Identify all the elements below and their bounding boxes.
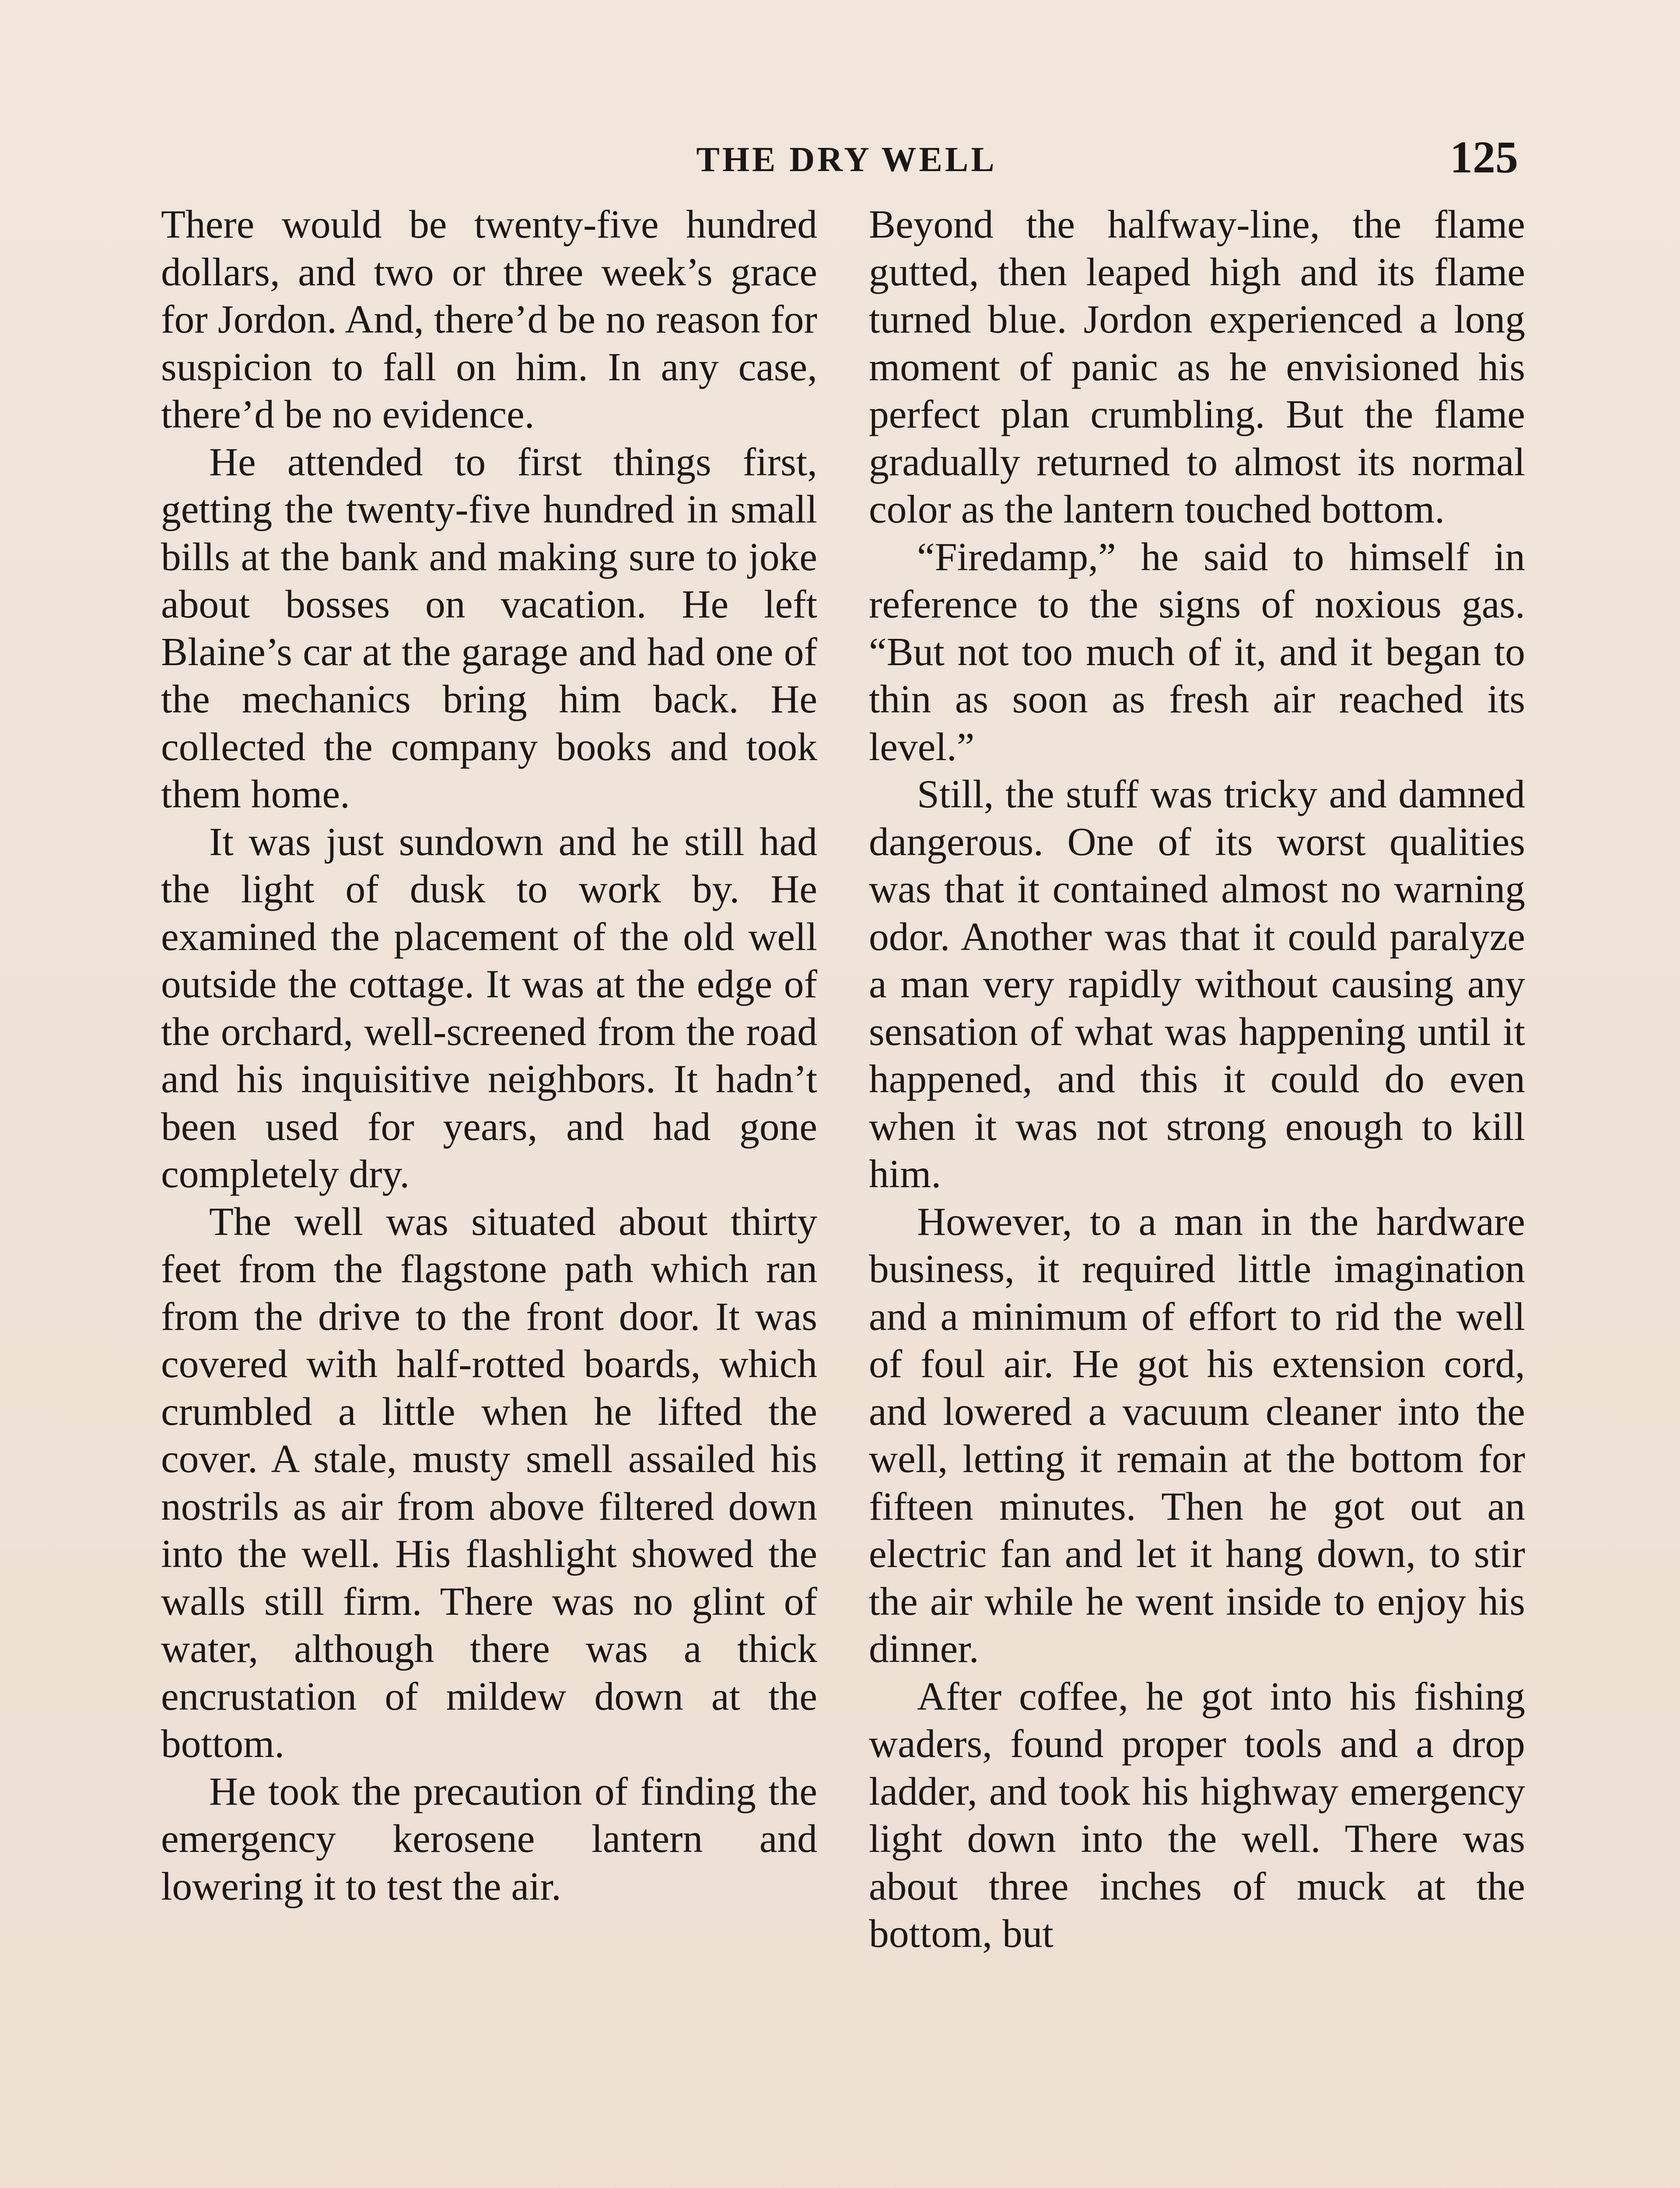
page-number: 125: [1450, 132, 1518, 182]
paragraph: It was just sundown and he still had the light of dusk to work by. He examined the placement of the old well outside the cottage. It was at the edge of the orchard, well-screened from the road and his inquisitive neighbors. It hadn’t been used for years, and had gone completely dry.: [161, 819, 817, 1196]
left-column: [161, 200, 817, 1910]
paragraph: He took the precaution of finding the emergency kerosene lantern and lowering it to test the air.: [161, 1768, 817, 1908]
paragraph: “Firedamp,” he said to himself in reference to the signs of noxious gas. “But not too much of it, and it began to thin as soon as fresh air reached its level.”: [869, 534, 1525, 769]
paragraph: There would be twenty-five hundred dollars, and two or three week’s grace for Jordon. And, there’d be no reason for suspicion to fall on him. In any case, there’d be no evidence.: [161, 202, 817, 436]
paragraph: He attended to first things first, getting the twenty-five hundred in small bills at the bank and making sure to joke about bosses on vacation. He left Blaine’s car at the garage and had one of the mechanics bring him back. He collected the company books and took them home.: [161, 439, 817, 816]
paragraph: Beyond the halfway-line, the flame gutted, then leaped high and its flame turned blue. Jordon experienced a long moment of panic as he envisioned his perfect plan crumbling. But the flame gradually returned to almost its normal color as the lantern touched bottom.: [869, 202, 1525, 531]
paragraph: After coffee, he got into his fishing waders, found proper tools and a drop ladder, and took his highway emergency light down into the well. There was about three inches of muck at the bottom, but: [869, 1673, 1525, 1956]
right-column: [869, 200, 1525, 1957]
page-header: [158, 131, 1536, 184]
running-title: THE DRY WELL: [696, 140, 997, 179]
paragraph: However, to a man in the hardware business, it required little imagination and a minimum of effort to rid the well of foul air. He got his extension cord, and lowered a vacuum cleaner into the well, letting it remain at the bottom for fifteen minutes. Then he got out an electric fan and let it hang down, to stir the air while he went inside to enjoy his dinner.: [869, 1199, 1525, 1671]
paragraph: Still, the stuff was tricky and damned dangerous. One of its worst qualities was that it contained almost no warning odor. Another was that it could paralyze a man very rapidly without causing any sensation of what was happening until it happened, and this it could do even when it was not strong enough to kill him.: [869, 771, 1525, 1196]
paragraph: The well was situated about thirty feet from the flagstone path which ran from the drive to the front door. It was covered with half-rotted boards, which crumbled a little when he lifted the cover. A stale, musty smell assailed his nostrils as air from above filtered down into the well. His flashlight showed the walls still firm. There was no glint of water, although there was a thick encrustation of mildew down at the bottom.: [161, 1199, 817, 1766]
